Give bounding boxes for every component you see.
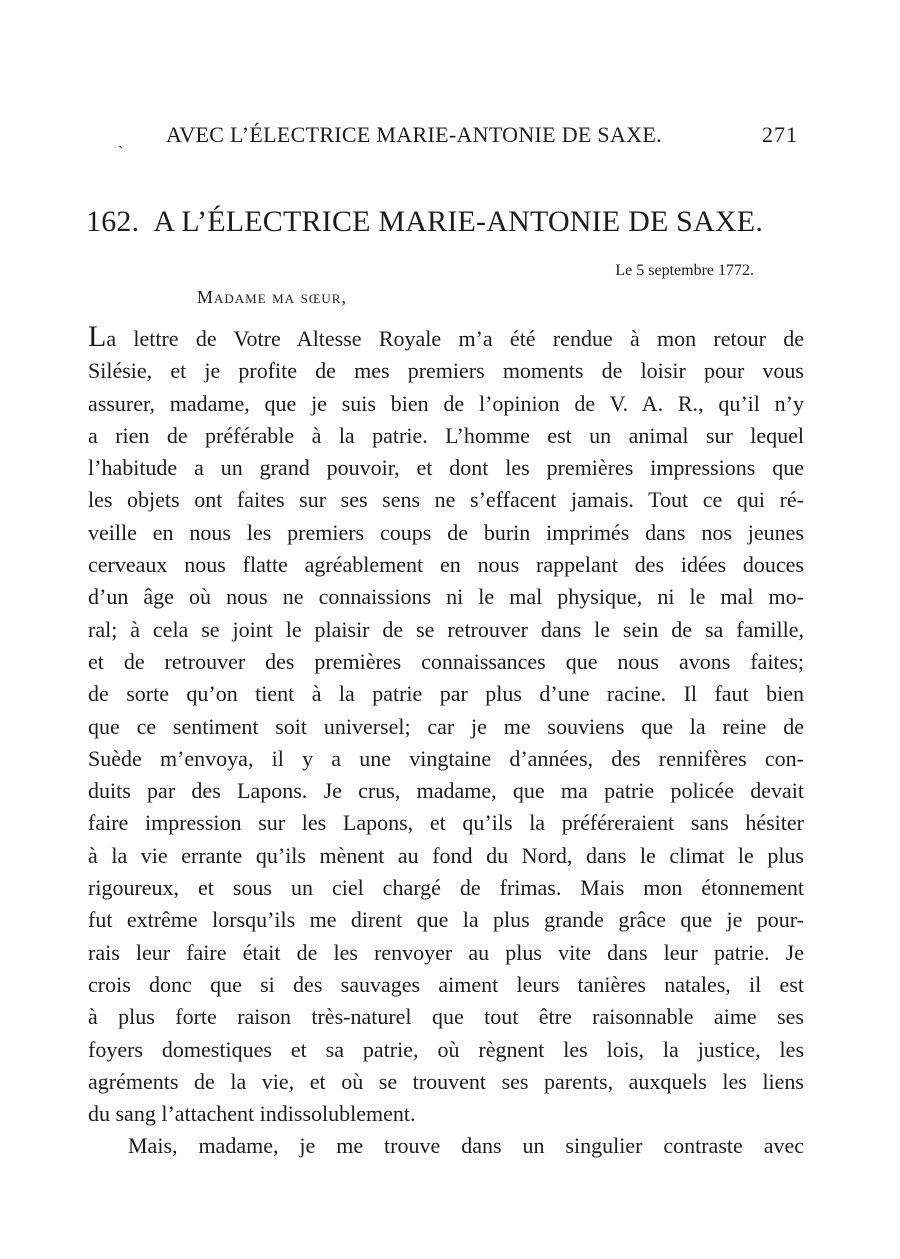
body-line: que ce sentiment soit universel; car je me souviens que la reine de [88,713,804,739]
body-line: les objets ont faites sur ses sens ne s’effacent jamais. Tout ce qui ré- [88,487,804,513]
body-line: à plus forte raison très-naturel que tout être raisonnable aime ses [88,1004,804,1030]
letter-body [88,320,804,1163]
running-head-mark: ˏ [118,132,124,149]
page-number: 271 [762,122,798,147]
body-line [88,320,804,355]
body-line: veille en nous les premiers coups de burin imprimés dans nos jeunes [88,519,804,545]
body-line-paragraph-start: Mais, madame, je me trouve dans un singulier contraste avec [128,1133,804,1159]
body-line: Silésie, et je profite de mes premiers moments de loisir pour vous [88,358,804,384]
letter-date: Le 5 septembre 1772. [615,262,754,279]
body-line: Suède m’envoya, il y a une vingtaine d’années, des rennifères con- [88,745,804,771]
body-line: l’habitude a un grand pouvoir, et dont les premières impressions que [88,455,804,481]
letter-title: A L’ÉLECTRICE MARIE-ANTONIE DE SAXE. [153,205,764,238]
running-head-title: AVEC L’ÉLECTRICE MARIE-ANTONIE DE SAXE. [166,122,662,147]
body-line: duits par des Lapons. Je crus, madame, que ma patrie policée devait [88,778,804,804]
body-line: rais leur faire était de les renvoyer au plus vite dans leur patrie. Je [88,939,804,965]
body-line: à la vie errante qu’ils mènent au fond du Nord, dans le climat le plus [88,842,804,868]
body-line: d’un âge où nous ne connaissions ni le mal physique, ni le mal mo- [88,584,804,610]
body-line: faire impression sur les Lapons, et qu’ils la préféreraient sans hésiter [88,810,804,836]
body-line: de sorte qu’on tient à la patrie par plus d’une racine. Il faut bien [88,681,804,707]
body-line-text: a lettre de Votre Altesse Royale m’a été rendue à mon retour de [106,326,804,351]
body-line: ral; à cela se joint le plaisir de se retrouver dans le sein de sa famille, [88,616,804,642]
running-head [118,122,798,150]
body-line: cerveaux nous flatte agréablement en nous rappelant des idées douces [88,552,804,578]
letter-heading [86,205,806,239]
body-line: crois donc que si des sauvages aiment leurs tanières natales, il est [88,971,804,997]
body-line: agréments de la vie, et où se trouvent ses parents, auxquels les liens [88,1068,804,1094]
body-line: rigoureux, et sous un ciel chargé de frimas. Mais mon étonnement [88,875,804,901]
body-line: et de retrouver des premières connaissances que nous avons faites; [88,648,804,674]
body-line: a rien de préférable à la patrie. L’homme est un animal sur lequel [88,422,804,448]
drop-cap: L [88,320,107,353]
body-line-paragraph-end: du sang l’attachent indissolublement. [88,1101,416,1127]
salutation: Madame ma sœur, [197,287,347,307]
letter-number: 162. [86,205,140,238]
body-line: foyers domestiques et sa patrie, où règnent les lois, la justice, les [88,1036,804,1062]
body-line: assurer, madame, que je suis bien de l’opinion de V. A. R., qu’il n’y [88,390,804,416]
body-line: fut extrême lorsqu’ils me dirent que la plus grande grâce que je pour- [88,907,804,933]
